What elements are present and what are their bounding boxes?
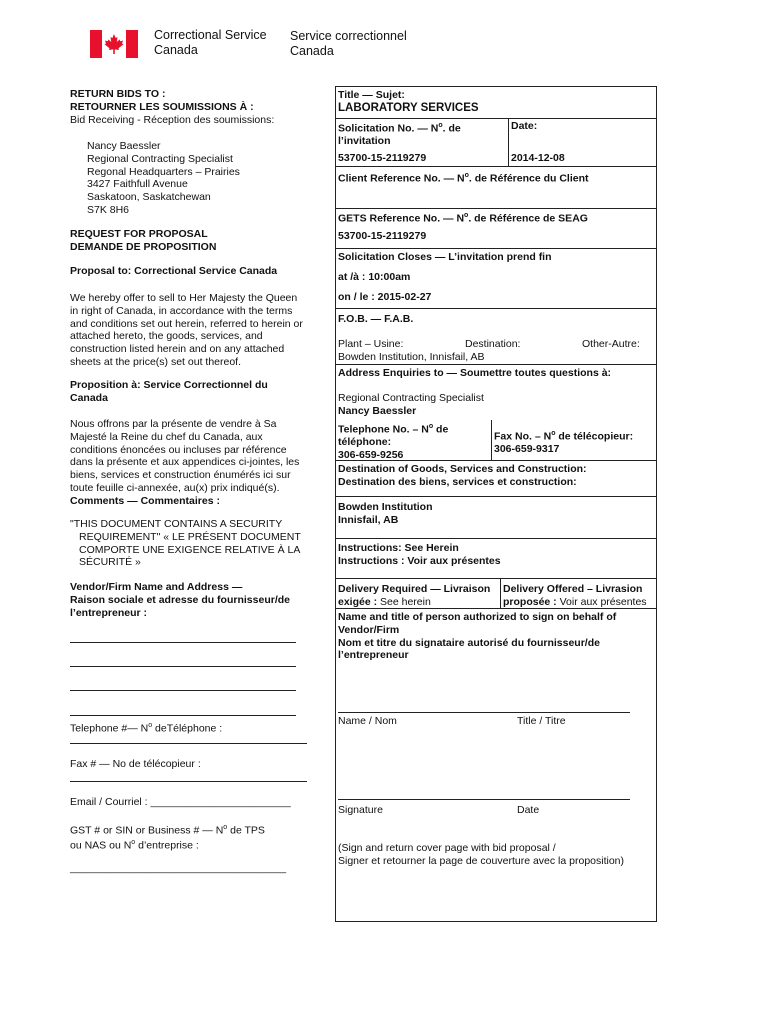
proposal-to: Proposal to: Correctional Service Canada (70, 265, 278, 277)
offer-text-en: We hereby offer to sell to Her Majesty the Queen in right of Canada, in accordance with the terms and conditions set out herein, referred to herein or attached hereto, the goods, services, and construction listed herein and on any attached sheets at the price(s) set out thereof. (70, 292, 303, 368)
fob-place: Bowden Institution, Innisfail, AB (338, 351, 485, 363)
vendor-email-field[interactable]: Email / Courriel : ________________________ (70, 796, 291, 808)
vendor-fax-field[interactable] (70, 781, 307, 782)
enquiry-name: Nancy Baessler (338, 405, 417, 417)
signature-label: Signature (338, 804, 383, 816)
security-requirement: "THIS DOCUMENT CONTAINS A SECURITY REQUIREMENT" « LE PRÉSENT DOCUMENT COMPORTE UNE EXIGENCE RELATIVE À LA SÉCURITÉ » (70, 518, 301, 569)
signer-name-field[interactable] (338, 712, 630, 713)
title-label: Title — Sujet: (338, 89, 405, 101)
gst-label: GST # or SIN or Business # — $N^o$ de TPS ou NAS ou $N^o$ d’entreprise : (70, 824, 265, 852)
delivery-offered: Delivery Offered – Livrasion proposée : Voir aux présentes (503, 583, 647, 608)
instructions: Instructions: See Herein Instructions : Voir aux présentes (338, 542, 501, 567)
title-value: LABORATORY SERVICES (338, 102, 479, 114)
vendor-telephone-field[interactable] (70, 743, 307, 744)
solicitation-no-label: Solicitation No. — $N^o$. de l’invitation (338, 122, 461, 148)
department-name-fr: Service correctionnel Canada (290, 29, 407, 58)
enquiry-telephone: Telephone No. – $N^o$ de téléphone: 306-659-9256 (338, 423, 449, 462)
vendor-line-4[interactable] (70, 715, 296, 716)
vendor-fax-label: Fax # — No de télécopieur : (70, 758, 201, 770)
client-reference-label: Client Reference No. — $N^o$. de Référence du Client (338, 172, 589, 185)
vendor-telephone-label: Telephone #— $N^o$ deTéléphone : (70, 722, 223, 735)
plant-label: Plant – Usine: (338, 338, 404, 350)
delivery-required: Delivery Required — Livraison exigée : See herein (338, 583, 491, 608)
fob-label: F.O.B. — F.A.B. (338, 313, 414, 325)
canada-flag-icon (90, 30, 138, 58)
signature-field[interactable] (338, 799, 630, 800)
gets-reference-value: 53700-15-2119279 (338, 230, 427, 242)
sign-return-note: (Sign and return cover page with bid proposal / Signer et retourner la page de couverture avec la proposition) (338, 842, 625, 867)
solicitation-no-value: 53700-15-2119279 (338, 152, 427, 164)
date-label: Date: (511, 120, 538, 132)
return-address: Nancy Baessler Regional Contracting Specialist Regonal Headquarters – Prairies 3427 Faithfull Avenue Saskatoon, Saskatchewan S7K 8H6 (87, 140, 240, 216)
destination-goods-value: Bowden Institution Innisfail, AB (338, 501, 433, 526)
bid-receiving-label: Bid Receiving - Réception des soumissions: (70, 114, 275, 126)
vendor-heading: Vendor/Firm Name and Address — Raison sociale et adresse du fournisseur/de l’entrepreneur : (70, 581, 290, 619)
solicitation-closes-label: Solicitation Closes — L’invitation prend fin (338, 251, 552, 263)
signature-date-label: Date (517, 804, 540, 816)
other-label: Other-Autre: (582, 338, 640, 350)
gets-reference-label: GETS Reference No. — $N^o$. de Référence de SEAG (338, 212, 588, 225)
department-name-en: Correctional Service Canada (154, 28, 267, 57)
address-enquiries-label: Address Enquiries to — Soumettre toutes questions à: (338, 367, 612, 379)
destination-label: Destination: (465, 338, 521, 350)
closes-date: on / le : 2015-02-27 (338, 291, 432, 303)
enquiry-fax: Fax No. – $N^o$ de télécopieur: 306-659-9317 (494, 430, 634, 456)
authorized-signer-label: Name and title of person authorized to sign on behalf of Vendor/Firm Nom et titre du signataire autorisé du fournisseur/de l’entrepreneur (338, 611, 617, 662)
vendor-line-3[interactable] (70, 690, 296, 691)
name-label: Name / Nom (338, 715, 397, 727)
vendor-line-2[interactable] (70, 666, 296, 667)
proposition-heading: Proposition à: Service Correctionnel du Canada (70, 379, 268, 404)
enquiry-title: Regional Contracting Specialist (338, 392, 484, 404)
date-value: 2014-12-08 (511, 152, 565, 164)
comments-label: Comments — Commentaires : (70, 494, 220, 507)
gst-field[interactable]: _____________________________________ (70, 862, 287, 874)
destination-goods-label: Destination of Goods, Services and Construction: Destination des biens, services et construction: (338, 463, 587, 488)
vendor-line-1[interactable] (70, 642, 296, 643)
title-field-label: Title / Titre (517, 715, 566, 727)
rfp-heading: REQUEST FOR PROPOSAL DEMANDE DE PROPOSITION (70, 228, 217, 253)
closes-time: at /à : 10:00am (338, 271, 411, 283)
offer-text-fr: Nous offrons par la présente de vendre à Sa Majesté la Reine du chef du Canada, aux conditions énoncées ou incluses par référence dans la présente et aux appendices ci-jointes, les biens, services et construction énumérés ici sur toute feuille ci-annexée, au(x) prix indiqué(s). Comments — Commentaires : (70, 418, 300, 507)
return-bids-heading: RETURN BIDS TO : RETOURNER LES SOUMISSIONS À : (70, 88, 254, 113)
